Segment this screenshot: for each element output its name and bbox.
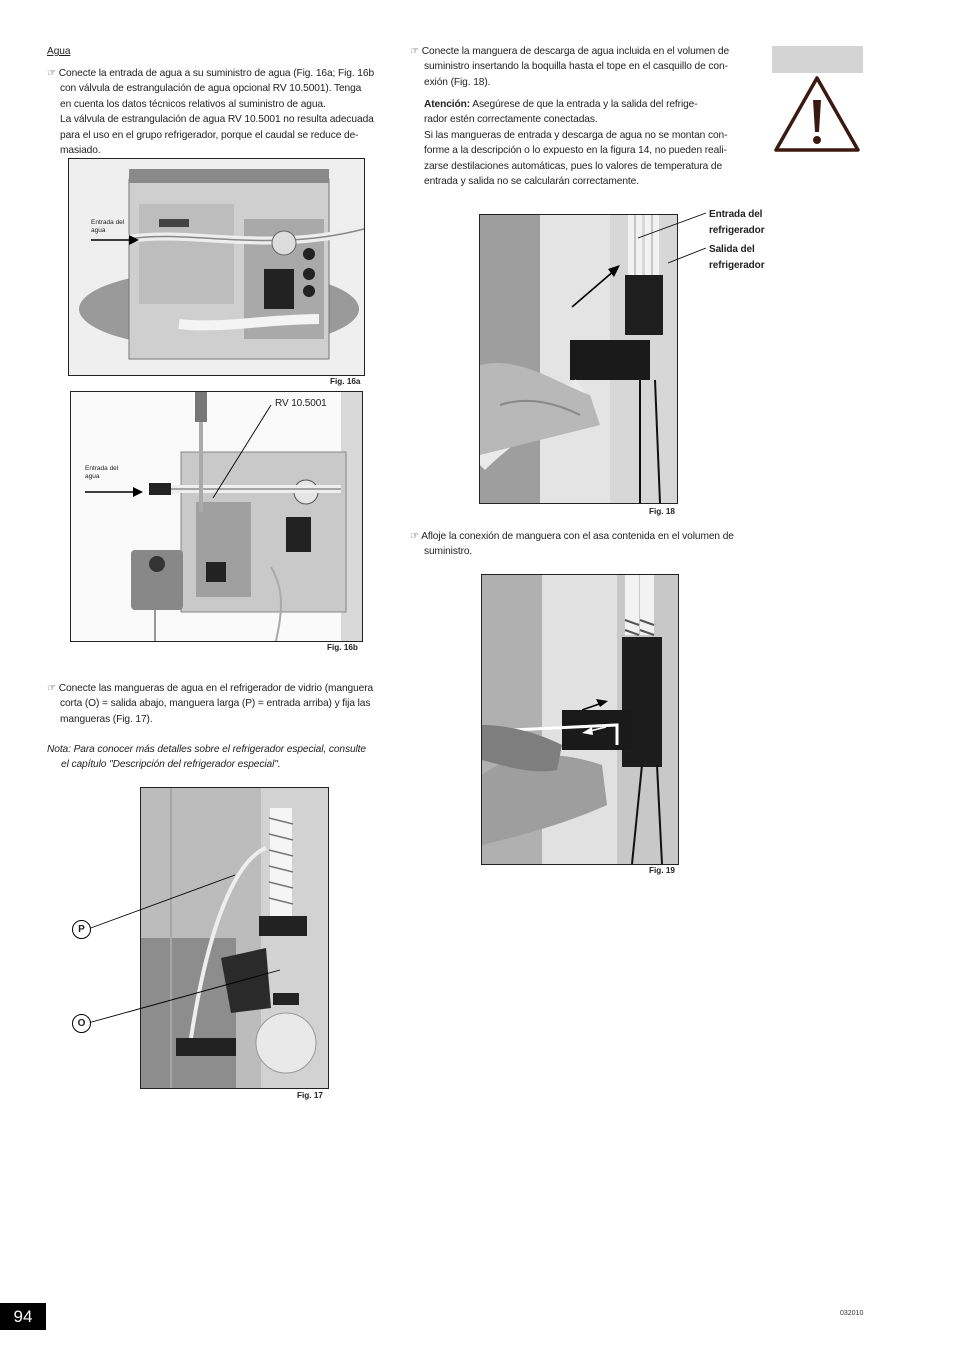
note-special-cooler <box>47 742 392 773</box>
text-line: forme a la descripción o lo expuesto en la figura 14, no pueden reali- <box>424 145 727 157</box>
text-line: exión (Fig. 18). <box>424 76 491 88</box>
caption-fig-16a: Fig. 16a <box>330 377 361 386</box>
text-line: el capítulo "Descripción del refrigerador especial". <box>61 759 281 771</box>
text-line: zarse destilaciones automáticas, pues lo valores de temperatura de <box>424 160 723 172</box>
text-line: corta (O) = salida abajo, manguera larga (P) = entrada arriba) y fija las <box>60 698 371 710</box>
text-line: entrada y salida no se calcularán correctamente. <box>424 176 639 188</box>
figure-16a <box>68 158 365 376</box>
section-tab <box>772 46 863 73</box>
leader-lines-fig18 <box>628 208 708 268</box>
text-line: en cuenta los datos técnicos relativos al suministro de agua. <box>60 98 326 110</box>
text-line <box>424 97 754 112</box>
caption-fig-16b: Fig. 16b <box>327 643 358 652</box>
text-line: suministro. <box>424 546 473 558</box>
figure-19 <box>481 574 679 865</box>
text-line: La válvula de estrangulación de agua RV 10.5001 no resulta adecuada <box>60 114 374 126</box>
text-line: rador estén correctamente conectadas. <box>424 114 598 126</box>
label-entrada-16a: Entrada del agua <box>91 219 125 234</box>
caption-fig-17: Fig. 17 <box>297 1091 323 1100</box>
text-line: mangueras (Fig. 17). <box>60 713 153 725</box>
attention-block <box>424 97 754 189</box>
text-line: suministro insertando la boquilla hasta el tope en el casquillo de con- <box>424 61 728 73</box>
attention-label: Atención: <box>424 99 471 110</box>
text-line: masiado. <box>60 145 101 157</box>
text-line: para el uso en el grupo refrigerador, porque el caudal se reduce de- <box>60 129 359 141</box>
bullet-loosen-connection <box>410 529 755 560</box>
warning-icon <box>772 74 862 154</box>
page-number: 94 <box>0 1303 46 1330</box>
bullet-discharge-hose <box>410 44 755 90</box>
text-line: con válvula de estrangulación de agua opcional RV 10.5001). Tenga <box>60 83 362 95</box>
leader-lines-fig17 <box>80 860 300 1035</box>
bullet-cooler-hoses <box>47 681 392 727</box>
doc-code: 032010 <box>840 1310 864 1317</box>
attention-text: Asegúrese de que la entrada y la salida del refrige- <box>470 99 698 110</box>
text-line: ☞ Conecte la entrada de agua a su suministro de agua (Fig. 16a; Fig. 16b <box>47 68 375 79</box>
arrow-right-icon <box>85 487 143 497</box>
bullet-water-inlet <box>47 66 392 158</box>
label-p-circle: P <box>72 920 91 939</box>
section-title-agua: Agua <box>47 46 71 57</box>
caption-fig-18: Fig. 18 <box>649 507 675 516</box>
label-entrada-refrigerador: Entrada del refrigerador <box>709 209 765 236</box>
label-rv-valve: RV 10.5001 <box>275 398 327 409</box>
arrow-right-icon <box>91 235 139 245</box>
text-line: Si las mangueras de entrada y descarga de agua no se montan con- <box>424 129 728 141</box>
label-entrada-16b: Entrada del agua <box>85 465 119 480</box>
text-line: ☞ Conecte las mangueras de agua en el refrigerador de vidrio (manguera <box>47 683 374 694</box>
text-line: ☞ Conecte la manguera de descarga de agua incluida en el volumen de <box>410 46 730 57</box>
caption-fig-19: Fig. 19 <box>649 866 675 875</box>
label-salida-refrigerador: Salida del refrigerador <box>709 244 765 271</box>
text-line: ☞ Afloje la conexión de manguera con el asa contenida en el volumen de <box>410 531 734 542</box>
figure-16b <box>70 391 363 642</box>
label-o-circle: O <box>72 1014 91 1033</box>
text-line: Nota: Para conocer más detalles sobre el refrigerador especial, consulte <box>47 744 366 755</box>
